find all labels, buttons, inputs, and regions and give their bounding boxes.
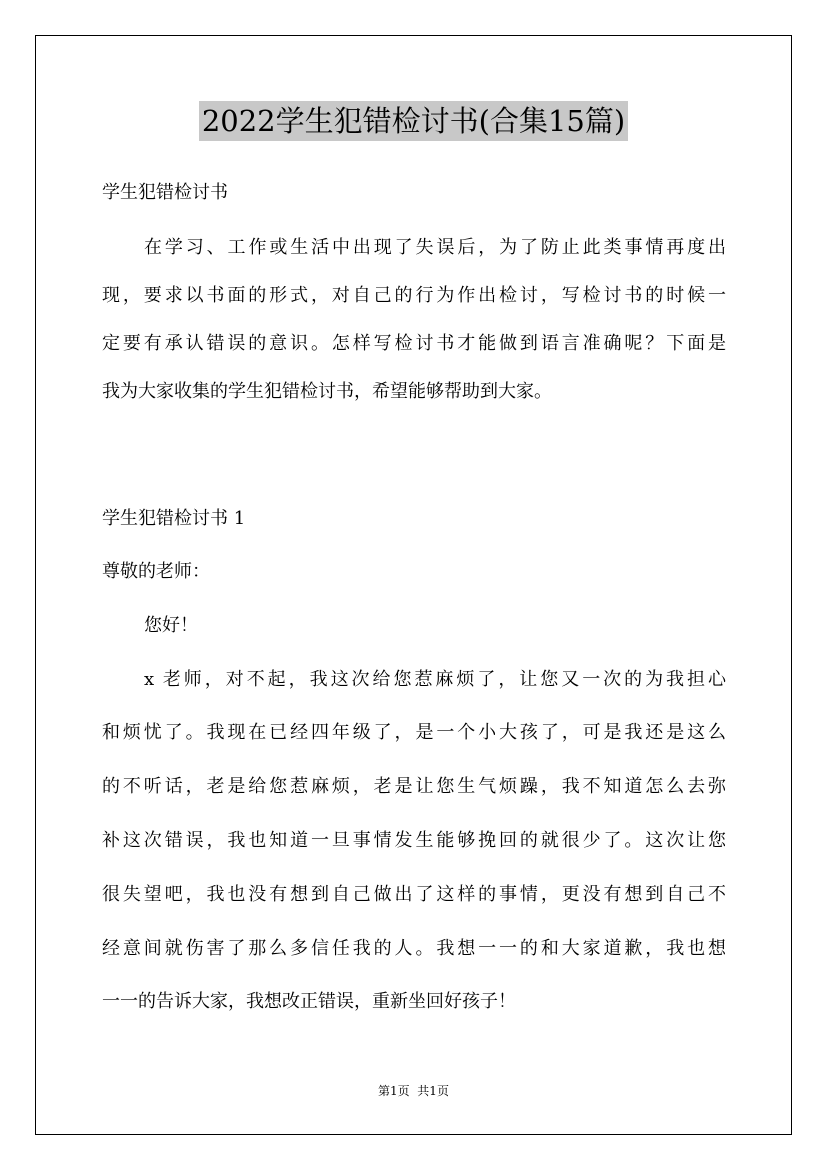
title-block bbox=[0, 101, 827, 141]
body-line: 和烦忧了。我现在已经四年级了，是一个小大孩了，可是我还是这么 bbox=[102, 722, 726, 743]
intro-line: 定要有承认错误的意识。怎样写检讨书才能做到语言准确呢？下面是 bbox=[102, 333, 726, 354]
body-line: 很失望吧，我也没有想到自己做出了这样的事情，更没有想到自己不 bbox=[102, 884, 726, 905]
document-title: 2022学生犯错检讨书(合集15篇) bbox=[199, 101, 628, 141]
greeting: 您好！ bbox=[144, 615, 198, 636]
body-line: 的不听话，老是给您惹麻烦，老是让您生气烦躁，我不知道怎么去弥 bbox=[102, 776, 726, 797]
intro-line: 我为大家收集的学生犯错检讨书，希望能够帮助到大家。 bbox=[102, 381, 552, 402]
salutation: 尊敬的老师： bbox=[102, 561, 210, 582]
page-footer bbox=[0, 1083, 827, 1099]
body-line: x 老师，对不起，我这次给您惹麻烦了，让您又一次的为我担心 bbox=[144, 669, 726, 690]
body-line: 补这次错误，我也知道一旦事情发生能够挽回的就很少了。这次让您 bbox=[102, 830, 726, 851]
intro-line: 现，要求以书面的形式，对自己的行为作出检讨，写检讨书的时候一 bbox=[102, 285, 726, 306]
body-line: 一一的告诉大家，我想改正错误，重新坐回好孩子！ bbox=[102, 991, 516, 1012]
article-heading: 学生犯错检讨书 1 bbox=[102, 508, 246, 529]
page-number: 第1页 共1页 bbox=[378, 1084, 449, 1098]
body-line: 经意间就伤害了那么多信任我的人。我想一一的和大家道歉，我也想 bbox=[102, 938, 726, 959]
intro-line: 在学习、工作或生活中出现了失误后，为了防止此类事情再度出 bbox=[144, 237, 726, 258]
section-heading: 学生犯错检讨书 bbox=[102, 182, 228, 203]
